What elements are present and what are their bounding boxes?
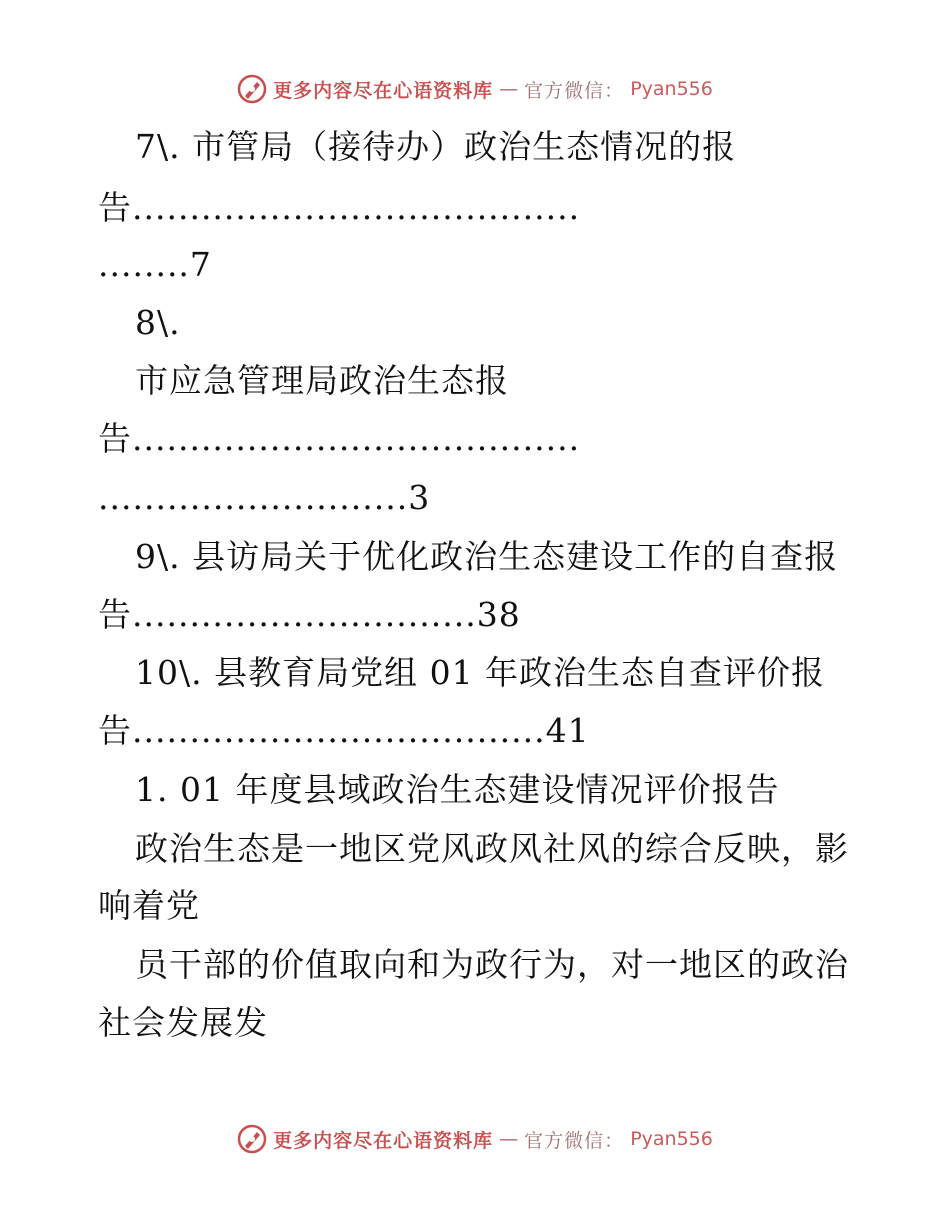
toc-line: 7\. 市管局（接待办）政治生态情况的报 [135,127,737,166]
body-paragraph-line: 社会发展发 [98,1003,268,1042]
watermark-footer [0,1124,950,1154]
watermark-wechat-id: Pyan556 [630,1128,713,1150]
watermark-main-text: 更多内容尽在心语资料库 [273,79,494,102]
toc-line: ........7 [98,245,212,284]
toc-line: 告....................................... [98,188,581,227]
watermark-dash: — [499,1128,519,1150]
watermark-sub-text: 官方微信： [524,1129,625,1152]
section-heading: 1. 01 年度县域政治生态建设情况评价报告 [135,770,780,809]
watermark-main-text: 更多内容尽在心语资料库 [273,1129,494,1152]
body-paragraph-line: 响着党 [98,886,200,925]
toc-line: 告....................................... [98,419,581,458]
toc-line: 8\. [135,303,181,342]
toc-line: 告....................................41 [98,711,590,750]
watermark-wechat-id: Pyan556 [630,78,713,100]
pen-logo-icon [237,74,267,104]
toc-line: 告..............................38 [98,595,521,634]
body-paragraph-line: 政治生态是一地区党风政风社风的综合反映，影 [135,829,849,868]
toc-line: ...........................3 [98,478,431,517]
watermark-header [0,74,950,104]
watermark-dash: — [499,78,519,100]
pen-logo-icon [237,1124,267,1154]
toc-line: 10\. 县教育局党组 01 年政治生态自查评价报 [135,653,826,692]
toc-line: 9\. 县访局关于优化政治生态建设工作的自查报 [135,537,839,576]
watermark-sub-text: 官方微信： [524,79,625,102]
toc-line: 市应急管理局政治生态报 [135,361,509,400]
body-paragraph-line: 员干部的价值取向和为政行为，对一地区的政治 [135,945,849,984]
